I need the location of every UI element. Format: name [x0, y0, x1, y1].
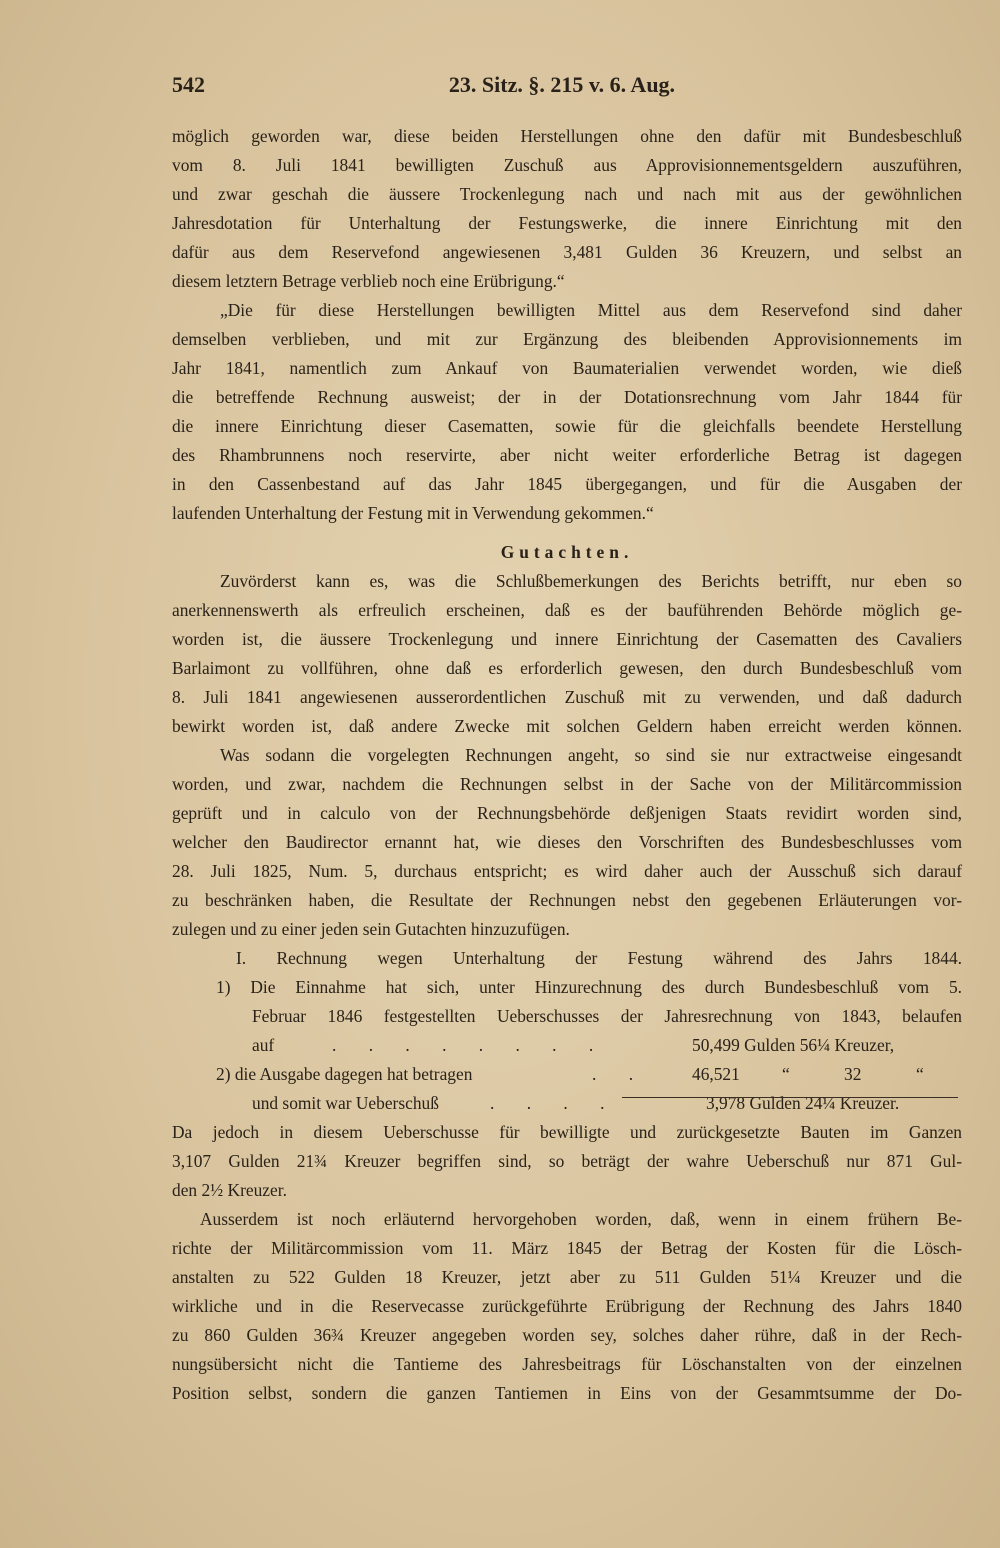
page-number: 542: [172, 72, 205, 97]
text-line: nungsübersicht nicht die Tantieme des Jahresbeitrags für Löschanstalten von der einzelnen: [172, 1354, 962, 1374]
row-value: 50,499 Gulden 56¼ Kreuzer,: [692, 1035, 895, 1055]
text-line: Was sodann die vorgelegten Rechnungen angeht, so sind sie nur extractweise eingesandt: [220, 745, 962, 765]
row-value: 3,978 Gulden 24¼ Kreuzer.: [706, 1093, 900, 1113]
row-label: und somit war Ueberschuß: [252, 1093, 439, 1113]
text-line: zu beschränken haben, die Resultate der Rechnungen nebst den gegebenen Erläuterungen vor-: [172, 890, 962, 910]
text-line: vom 8. Juli 1841 bewilligten Zuschuß aus Approvisionnementsgeldern auszuführen,: [172, 155, 962, 175]
row-dots: . . . . . . . .: [332, 1035, 608, 1055]
text-line: Zuvörderst kann es, was die Schlußbemerkungen des Berichts betrifft, nur eben so: [220, 571, 962, 591]
row-label: auf: [252, 1035, 275, 1055]
text-line: die betreffende Rechnung ausweist; der in der Dotationsrechnung vom Jahr 1844 für: [172, 387, 962, 407]
text-line: 28. Juli 1825, Num. 5, durchaus entspricht; es wird daher auch der Ausschuß sich darauf: [172, 861, 962, 881]
text-line: die innere Einrichtung dieser Casematten, sowie für die gleichfalls beendete Herstellung: [172, 416, 962, 436]
text-line: worden ist, die äussere Trockenlegung und innere Einrichtung der Casematten des Cavaliers: [172, 629, 962, 649]
text-line: „Die für diese Herstellungen bewilligten Mittel aus dem Reservefond sind daher: [220, 300, 962, 320]
row-ditto-kreuzer: “: [916, 1064, 924, 1084]
text-line: Position selbst, sondern die ganzen Tantiemen in Eins von der Gesammtsumme der Do-: [172, 1383, 962, 1403]
text-line: anstalten zu 522 Gulden 18 Kreuzer, jetzt aber zu 511 Gulden 51¼ Kreuzer und die: [172, 1267, 962, 1287]
row-value: 46,521: [692, 1064, 740, 1084]
text-line: anerkennenswerth als erfreulich erscheinen, daß es der bauführenden Behörde möglich ge-: [172, 600, 962, 620]
text-line: zu 860 Gulden 36¾ Kreuzer angegeben worden sey, solches daher rühre, daß in der Rech-: [172, 1325, 962, 1345]
paragraph-3: [172, 567, 962, 741]
row-label: 2) die Ausgabe dagegen hat betragen: [216, 1064, 473, 1084]
text-line: in den Cassenbestand auf das Jahr 1845 übergegangen, und für die Ausgaben der: [172, 474, 962, 494]
body-text: [172, 122, 962, 1408]
header-title: 23. Sitz. §. 215 v. 6. Aug.: [448, 72, 676, 97]
row-dots: . . . .: [490, 1093, 619, 1113]
row-kreuzer: 32: [844, 1064, 862, 1084]
text-line: welcher den Baudirector ernannt hat, wie dieses den Vorschriften des Bundesbeschlusses vom: [172, 832, 962, 852]
text-line: laufenden Unterhaltung der Festung mit in Verwendung gekommen.“: [172, 503, 654, 523]
section-1-title: I. Rechnung wegen Unterhaltung der Festung während des Jahrs 1844.: [236, 948, 962, 968]
item-1: [172, 973, 962, 1031]
running-header: [172, 72, 952, 108]
text-line: worden, und zwar, nachdem die Rechnungen selbst in der Sache von der Militärcommission: [172, 774, 962, 794]
account-row-surplus: [172, 1089, 962, 1118]
paragraph-6: [172, 1205, 962, 1408]
text-line: bewirkt worden ist, daß andere Zwecke mit solchen Geldern haben erreicht werden können.: [172, 716, 962, 736]
text-line: 1) Die Einnahme hat sich, unter Hinzurechnung des durch Bundesbeschluß vom 5.: [216, 977, 962, 997]
account-row-expenses: [172, 1060, 962, 1089]
paragraph-2: [172, 296, 962, 528]
text-line: diesem letztern Betrage verblieb noch eine Erübrigung.“: [172, 271, 565, 291]
text-line: dafür aus dem Reservefond angewiesenen 3,481 Gulden 36 Kreuzern, und selbst an: [172, 242, 962, 262]
text-line: Da jedoch in diesem Ueberschusse für bewilligte und zurückgesetzte Bauten im Ganzen: [172, 1122, 962, 1142]
text-line: Jahresdotation für Unterhaltung der Festungswerke, die innere Einrichtung mit den: [172, 213, 962, 233]
text-line: geprüft und in calculo von der Rechnungsbehörde deßjenigen Staats revidirt worden sind,: [172, 803, 962, 823]
text-line: Barlaimont zu vollführen, ohne daß es erforderlich gewesen, den durch Bundesbeschluß vom: [172, 658, 962, 678]
text-line: wirkliche und in die Reservecasse zurückgeführte Erübrigung der Rechnung des Jahrs 1840: [172, 1296, 962, 1316]
sum-rule: [622, 1097, 958, 1098]
text-line: Jahr 1841, namentlich zum Ankauf von Baumaterialien verwendet worden, wie dieß: [172, 358, 962, 378]
text-line: möglich geworden war, diese beiden Herstellungen ohne den dafür mit Bundesbeschluß: [172, 126, 962, 146]
text-line: Ausserdem ist noch erläuternd hervorgehoben worden, daß, wenn in einem frühern Be-: [200, 1209, 962, 1229]
account-row-income: [172, 1031, 962, 1060]
text-line: demselben verblieben, und mit zur Ergänzung des bleibenden Approvisionnements im: [172, 329, 962, 349]
text-line: zulegen und zu einer jeden sein Gutachten hinzuzufügen.: [172, 919, 570, 939]
paragraph-1: [172, 122, 962, 296]
text-line: des Rhambrunnens noch reservirte, aber nicht weiter erforderliche Betrag ist dagegen: [172, 445, 962, 465]
text-line: und zwar geschah die äussere Trockenlegung nach und nach mit aus der gewöhnlichen: [172, 184, 962, 204]
row-ditto-gulden: “: [782, 1064, 790, 1084]
text-line: 3,107 Gulden 21¾ Kreuzer begriffen sind, so beträgt der wahre Ueberschuß nur 871 Gul-: [172, 1151, 962, 1171]
text-line: den 2½ Kreuzer.: [172, 1180, 287, 1200]
text-line: 8. Juli 1841 angewiesenen ausserordentlichen Zuschuß mit zu verwenden, und daß dadurch: [172, 687, 962, 707]
section-heading: Gutachten.: [500, 542, 634, 562]
paragraph-4: [172, 741, 962, 944]
row-dots: . .: [592, 1064, 648, 1084]
text-line: richte der Militärcommission vom 11. März 1845 der Betrag der Kosten für die Lösch-: [172, 1238, 962, 1258]
text-line: Februar 1846 festgestellten Ueberschusses der Jahresrechnung von 1843, belaufen: [252, 1006, 962, 1026]
paragraph-5: [172, 1118, 962, 1205]
